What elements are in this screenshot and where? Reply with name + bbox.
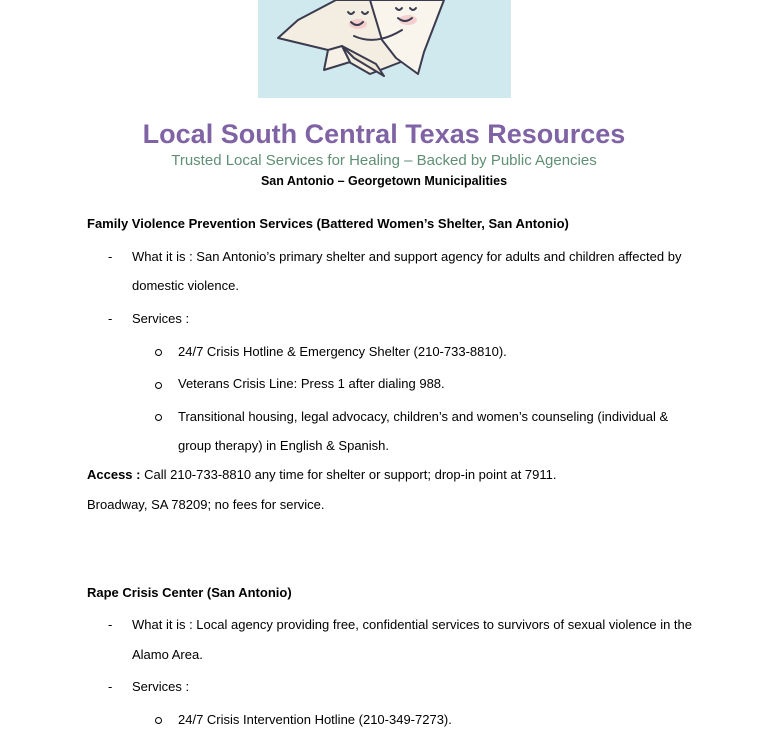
- section-heading-fvps: Family Violence Prevention Services (Battered Women’s Shelter, San Antonio): [87, 216, 569, 231]
- municipalities-label: San Antonio – Georgetown Municipalities: [260, 174, 508, 188]
- bullet-circle-icon: [155, 717, 162, 724]
- hero-illustration: [258, 0, 511, 98]
- bullet-circle-icon: [155, 349, 162, 356]
- what-it-is-text: What it is : San Antonio’s primary shelter and support agency for adults and children affected by: [132, 249, 682, 264]
- hugging-paper-figures-icon: [258, 0, 511, 98]
- bullet-dash: -: [108, 249, 113, 264]
- what-it-is-text-cont: domestic violence.: [132, 278, 239, 293]
- access-text-cont: Broadway, SA 78209; no fees for service.: [87, 497, 325, 512]
- service-item: 24/7 Crisis Intervention Hotline (210-349-7273).: [178, 712, 452, 727]
- access-text: Call 210-733-8810 any time for shelter or support; drop-in point at 7911.: [144, 467, 557, 482]
- section-heading-rcc: Rape Crisis Center (San Antonio): [87, 585, 292, 600]
- page-subtitle: Trusted Local Services for Healing – Backed by Public Agencies: [171, 152, 597, 169]
- what-it-is-text: What it is : Local agency providing free, confidential services to survivors of sexual violence in the: [132, 617, 692, 632]
- service-item: Veterans Crisis Line: Press 1 after dialing 988.: [178, 376, 445, 391]
- page-title: Local South Central Texas Resources: [142, 119, 626, 149]
- bullet-dash: -: [108, 311, 113, 326]
- service-item: Transitional housing, legal advocacy, children’s and women’s counseling (individual &: [178, 409, 669, 424]
- service-item-cont: group therapy) in English & Spanish.: [178, 438, 390, 453]
- services-label: Services :: [132, 679, 190, 694]
- bullet-circle-icon: [155, 414, 162, 421]
- what-it-is-text-cont: Alamo Area.: [132, 647, 203, 662]
- bullet-circle-icon: [155, 382, 162, 389]
- access-line: [87, 466, 557, 484]
- access-label: Access :: [87, 467, 141, 482]
- bullet-dash: -: [108, 617, 113, 632]
- services-label: Services :: [132, 311, 190, 326]
- bullet-dash: -: [108, 679, 113, 694]
- service-item: 24/7 Crisis Hotline & Emergency Shelter (210-733-8810).: [178, 344, 507, 359]
